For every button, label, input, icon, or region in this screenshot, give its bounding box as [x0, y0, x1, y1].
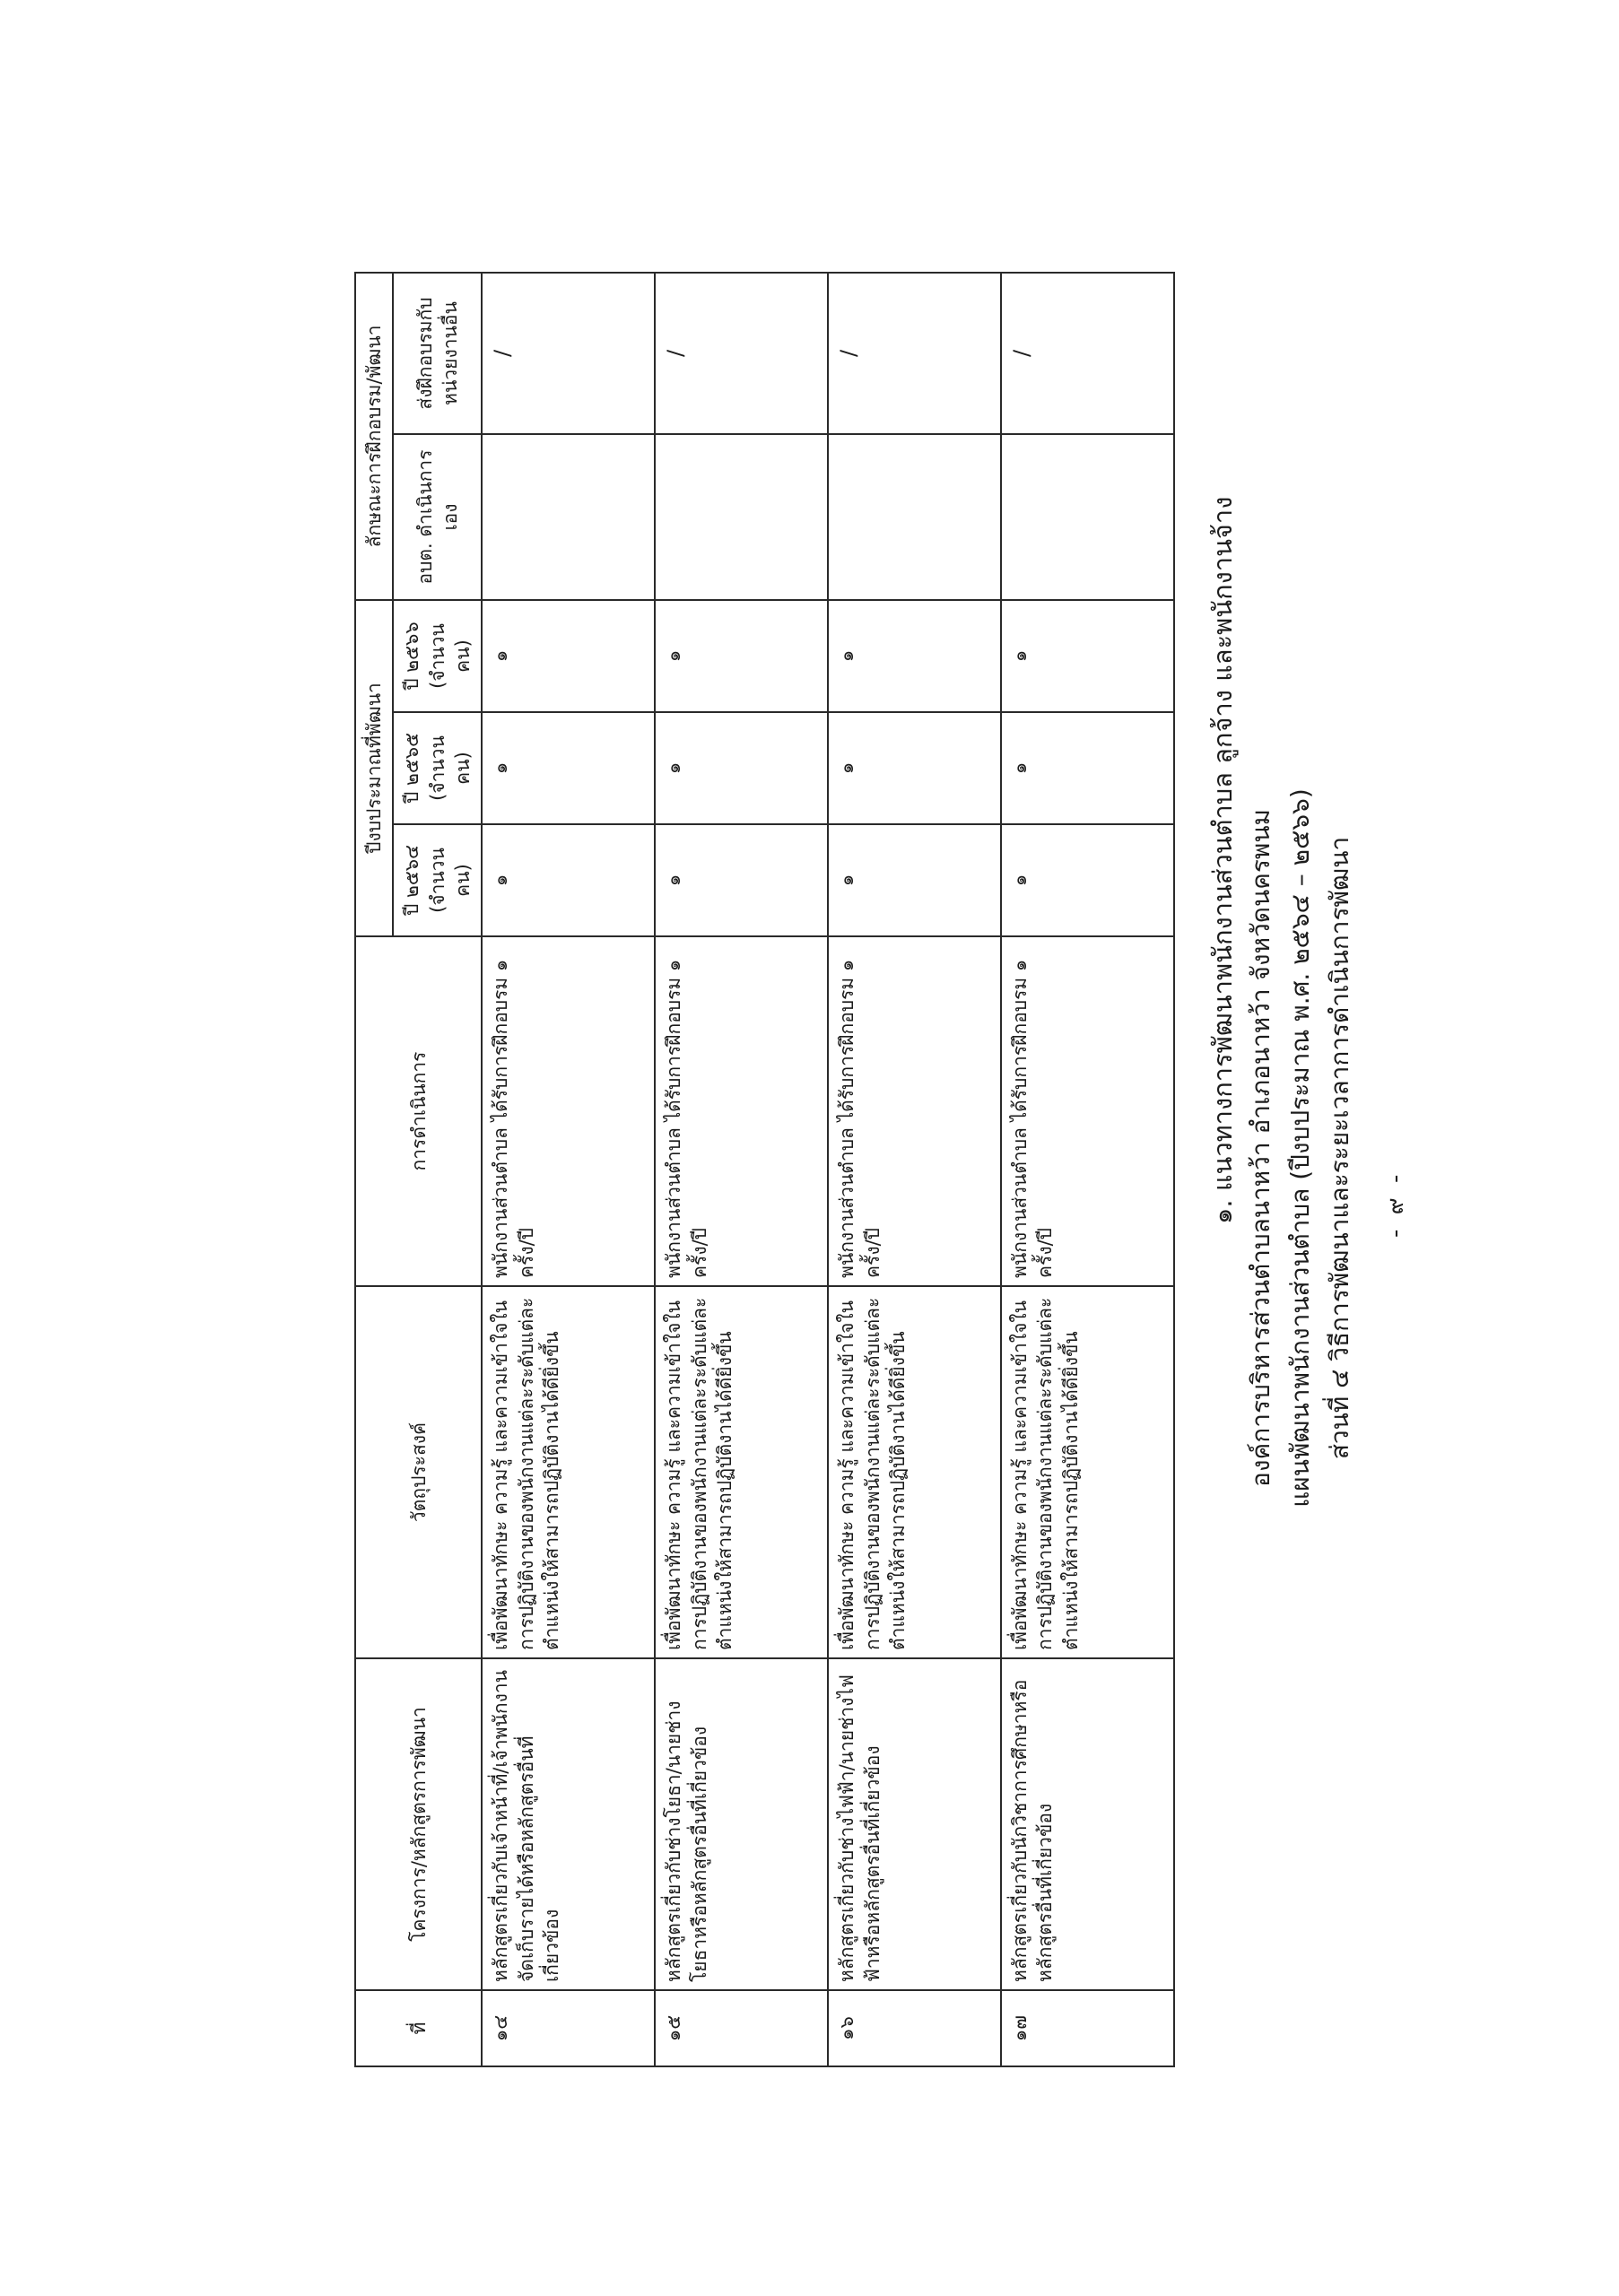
row-number: ๑๕: [655, 1990, 828, 2066]
row-year-2565: ๑: [828, 712, 1001, 824]
header-line-2: แผนพัฒนาพนักงานส่วนตำบล (ปีงบประมาณ พ.ศ. ๒๕๖๔ – ๒๕๖๖): [1285, 788, 1315, 1508]
row-objective: เพื่อพัฒนาทักษะ ความรู้ และความเข้าใจในการปฏิบัติงานของพนักงานแต่ละระดับแต่ละตำแหน่งให้สามารถปฏิบัติงานได้ดียิ่งขึ้น: [482, 1286, 655, 1658]
table-row: [1001, 273, 1174, 2066]
row-number: ๑๔: [482, 1990, 655, 2066]
row-project: หลักสูตรเกี่ยวกับช่างโยธา/นายช่างโยธาหรือหลักสูตรอื่นที่เกี่ยวข้อง: [655, 1658, 828, 1990]
development-plan-table: [354, 272, 1175, 2067]
row-year-2566: ๑: [655, 600, 828, 712]
row-self-run: [482, 434, 655, 600]
row-self-run: [828, 434, 1001, 600]
page-number: - ๙ -: [1382, 1170, 1409, 1238]
row-year-2566: ๑: [482, 600, 655, 712]
header-no: ที่: [355, 1990, 482, 2066]
header-year-2565: ปี ๒๕๖๕ (จำนวน คน): [393, 712, 482, 824]
header-budget-year-group: ปีงบประมาณที่พัฒนา: [355, 600, 393, 936]
header-external: ส่งฝึกอบรมกับหน่วยงานอื่น: [393, 273, 482, 434]
row-year-2565: ๑: [1001, 712, 1174, 824]
row-external-mark: /: [655, 273, 828, 434]
table-row: [482, 273, 655, 2066]
row-external-mark: /: [482, 273, 655, 434]
row-self-run: [655, 434, 828, 600]
row-operation: พนักงานส่วนตำบล ได้รับการฝึกอบรม ๑ ครั้ง/ปี: [1001, 936, 1174, 1286]
row-project: หลักสูตรเกี่ยวกับเจ้าหน้าที่/เจ้าพนักงานจัดเก็บรายได้หรือหลักสูตรอื่นที่เกี่ยวข้อง: [482, 1658, 655, 1990]
header-training-group: ลักษณะการฝึกอบรม/พัฒนา: [355, 273, 393, 600]
header-self-run: อบต. ดำเนินการเอง: [393, 434, 482, 600]
row-year-2566: ๑: [1001, 600, 1174, 712]
row-project: หลักสูตรเกี่ยวกับนักวิชาการศึกษาหรือหลักสูตรอื่นที่เกี่ยวข้อง: [1001, 1658, 1174, 1990]
header-row-top: [355, 273, 393, 2066]
header-line-1: ส่วนที่ ๔ วิธีการพัฒนาและระยะเวลาการดำเนินการพัฒนา: [1325, 836, 1354, 1460]
row-external-mark: /: [1001, 273, 1174, 434]
table-row: [655, 273, 828, 2066]
row-year-2565: ๑: [482, 712, 655, 824]
row-year-2564: ๑: [482, 824, 655, 936]
row-year-2564: ๑: [1001, 824, 1174, 936]
table-row: [828, 273, 1001, 2066]
header-project: โครงการ/หลักสูตรการพัฒนา: [355, 1658, 482, 1990]
row-number: ๑๖: [828, 1990, 1001, 2066]
row-number: ๑๗: [1001, 1990, 1174, 2066]
row-year-2564: ๑: [828, 824, 1001, 936]
row-objective: เพื่อพัฒนาทักษะ ความรู้ และความเข้าใจในการปฏิบัติงานของพนักงานแต่ละระดับแต่ละตำแหน่งให้สามารถปฏิบัติงานได้ดียิ่งขึ้น: [828, 1286, 1001, 1658]
row-objective: เพื่อพัฒนาทักษะ ความรู้ และความเข้าใจในการปฏิบัติงานของพนักงานแต่ละระดับแต่ละตำแหน่งให้สามารถปฏิบัติงานได้ดียิ่งขึ้น: [655, 1286, 828, 1658]
row-year-2565: ๑: [655, 712, 828, 824]
row-year-2564: ๑: [655, 824, 828, 936]
header-year-2566: ปี ๒๕๖๖ (จำนวน คน): [393, 600, 482, 712]
header-operation: การดำเนินการ: [355, 936, 482, 1286]
row-external-mark: /: [828, 273, 1001, 434]
header-line-3: องค์การบริหารส่วนตำบลนาหว้า อำเภอนาหว้า จังหวัดนครพนม: [1246, 809, 1275, 1487]
row-year-2566: ๑: [828, 600, 1001, 712]
row-project: หลักสูตรเกี่ยวกับช่างไฟฟ้า/นายช่างไฟฟ้าหรือหลักสูตรอื่นที่เกี่ยวข้อง: [828, 1658, 1001, 1990]
section-heading: ๑. แนวทางการพัฒนาพนักงานส่วนตำบล ลูกจ้าง และพนักงานจ้าง: [1207, 496, 1238, 1224]
row-operation: พนักงานส่วนตำบล ได้รับการฝึกอบรม ๑ ครั้ง/ปี: [828, 936, 1001, 1286]
row-objective: เพื่อพัฒนาทักษะ ความรู้ และความเข้าใจในการปฏิบัติงานของพนักงานแต่ละระดับแต่ละตำแหน่งให้สามารถปฏิบัติงานได้ดียิ่งขึ้น: [1001, 1286, 1174, 1658]
row-operation: พนักงานส่วนตำบล ได้รับการฝึกอบรม ๑ ครั้ง/ปี: [482, 936, 655, 1286]
row-self-run: [1001, 434, 1174, 600]
row-operation: พนักงานส่วนตำบล ได้รับการฝึกอบรม ๑ ครั้ง/ปี: [655, 936, 828, 1286]
header-year-2564: ปี ๒๕๖๔ (จำนวน คน): [393, 824, 482, 936]
header-objective: วัตถุประสงค์: [355, 1286, 482, 1658]
